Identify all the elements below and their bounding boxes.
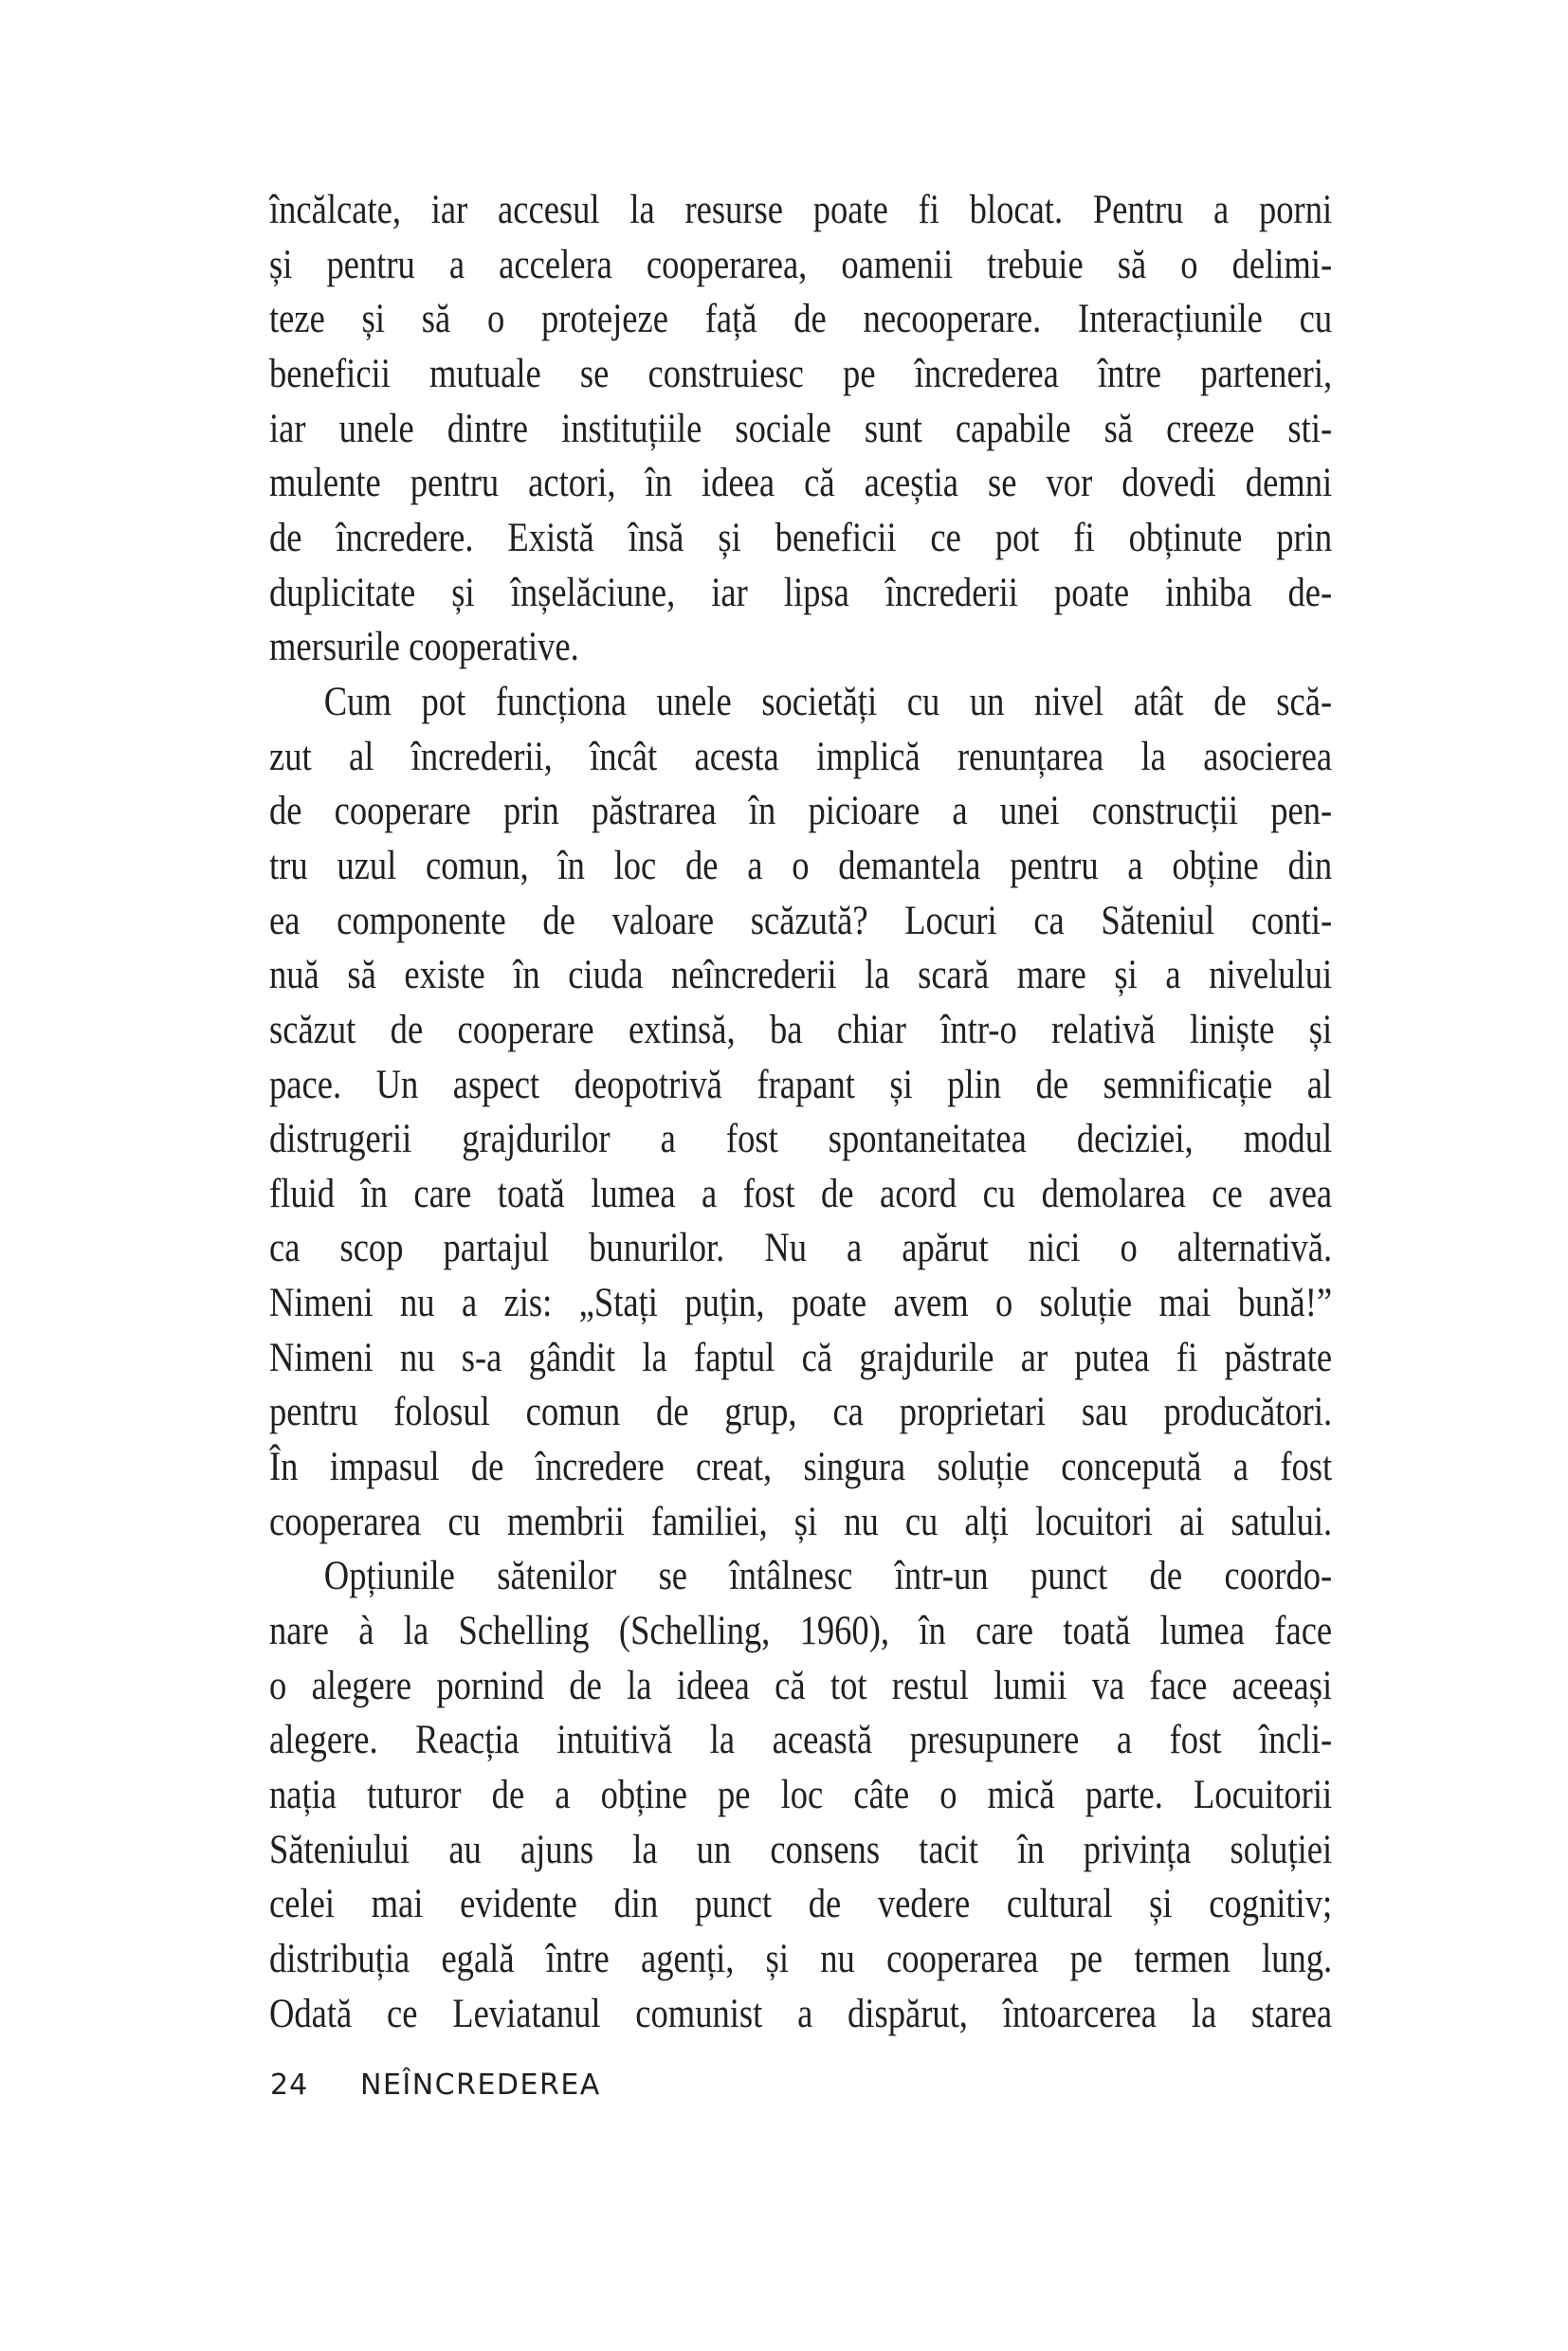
text-line: încălcate, iar accesul la resurse poate fi blocat. Pentru a porni [269,188,1333,232]
paragraph-end-line: mersurile cooperative. [269,625,579,670]
paragraph-start-line: Opțiunile sătenilor se întâlnesc într-un punct de coordo- [323,1554,1333,1599]
text-line: celei mai evidente din punct de vedere cultural și cognitiv; [269,1882,1333,1927]
text-line: alegere. Reacția intuitivă la această presupunere a fost încli- [269,1718,1333,1763]
text-line: de cooperare prin păstrarea în picioare a unei construcții pen- [269,789,1333,834]
page-number: 24 [270,2069,309,2102]
text-line: distribuția egală între agenți, și nu cooperarea pe termen lung. [269,1937,1333,1981]
body-text [269,183,1332,2041]
text-line: În impasul de încredere creat, singura soluție concepută a fost [269,1445,1333,1490]
running-head: NEÎNCREDEREA [360,2069,601,2102]
text-line: duplicitate și înșelăciune, iar lipsa încrederii poate inhiba de- [269,570,1333,615]
text-line: zut al încrederii, încât acesta implică renunțarea la asocierea [269,734,1333,779]
text-line: ca scop partajul bunurilor. Nu a apărut nici o alternativă. [269,1226,1333,1271]
text-line: beneficii mutuale se construiesc pe încrederea între parteneri, [269,351,1333,396]
text-line: Nimeni nu s-a gândit la faptul că grajdurile ar putea fi păstrate [269,1335,1333,1380]
text-line: fluid în care toată lumea a fost de acord cu demolarea ce avea [269,1171,1333,1216]
text-line: nare à la Schelling (Schelling, 1960), în care toată lumea face [269,1609,1333,1654]
text-line: pace. Un aspect deopotrivă frapant și plin de semnificație al [269,1062,1333,1107]
text-line: pentru folosul comun de grup, ca proprietari sau producători. [269,1390,1333,1435]
text-line: iar unele dintre instituțiile sociale sunt capabile să creeze sti- [269,406,1333,451]
paragraph-start-line: Cum pot funcționa unele societăți cu un nivel atât de scă- [323,679,1333,724]
text-line: tru uzul comun, în loc de a o demantela pentru a obține din [269,843,1333,888]
text-line: teze și să o protejeze față de necooperare. Interacțiunile cu [269,297,1333,342]
text-line: Odată ce Leviatanul comunist a dispărut, întoarcerea la starea [269,1991,1333,2036]
text-line: distrugerii grajdurilor a fost spontaneitatea deciziei, modul [269,1117,1333,1162]
text-line: și pentru a accelera cooperarea, oamenii trebuie să o delimi- [269,242,1333,287]
text-line: mulente pentru actori, în ideea că aceștia se vor dovedi demni [269,461,1333,506]
text-line: o alegere pornind de la ideea că tot restul lumii va face aceeași [269,1663,1333,1708]
text-line: ea componente de valoare scăzută? Locuri ca Săteniul conti- [269,898,1333,943]
text-line: nuă să existe în ciuda neîncrederii la scară mare și a nivelului [269,953,1333,998]
paragraph-end-line: cooperarea cu membrii familiei, și nu cu alți locuitori ai satului. [269,1499,1333,1544]
text-line: scăzut de cooperare extinsă, ba chiar într-o relativă liniște și [269,1007,1333,1052]
text-line: nația tuturor de a obține pe loc câte o mică parte. Locuitorii [269,1773,1333,1818]
text-line: Săteniului au ajuns la un consens tacit în privința soluției [269,1827,1333,1872]
text-line: de încredere. Există însă și beneficii ce pot fi obținute prin [269,515,1333,560]
text-line: Nimeni nu a zis: „Stați puțin, poate avem o soluție mai bună!” [269,1281,1333,1326]
